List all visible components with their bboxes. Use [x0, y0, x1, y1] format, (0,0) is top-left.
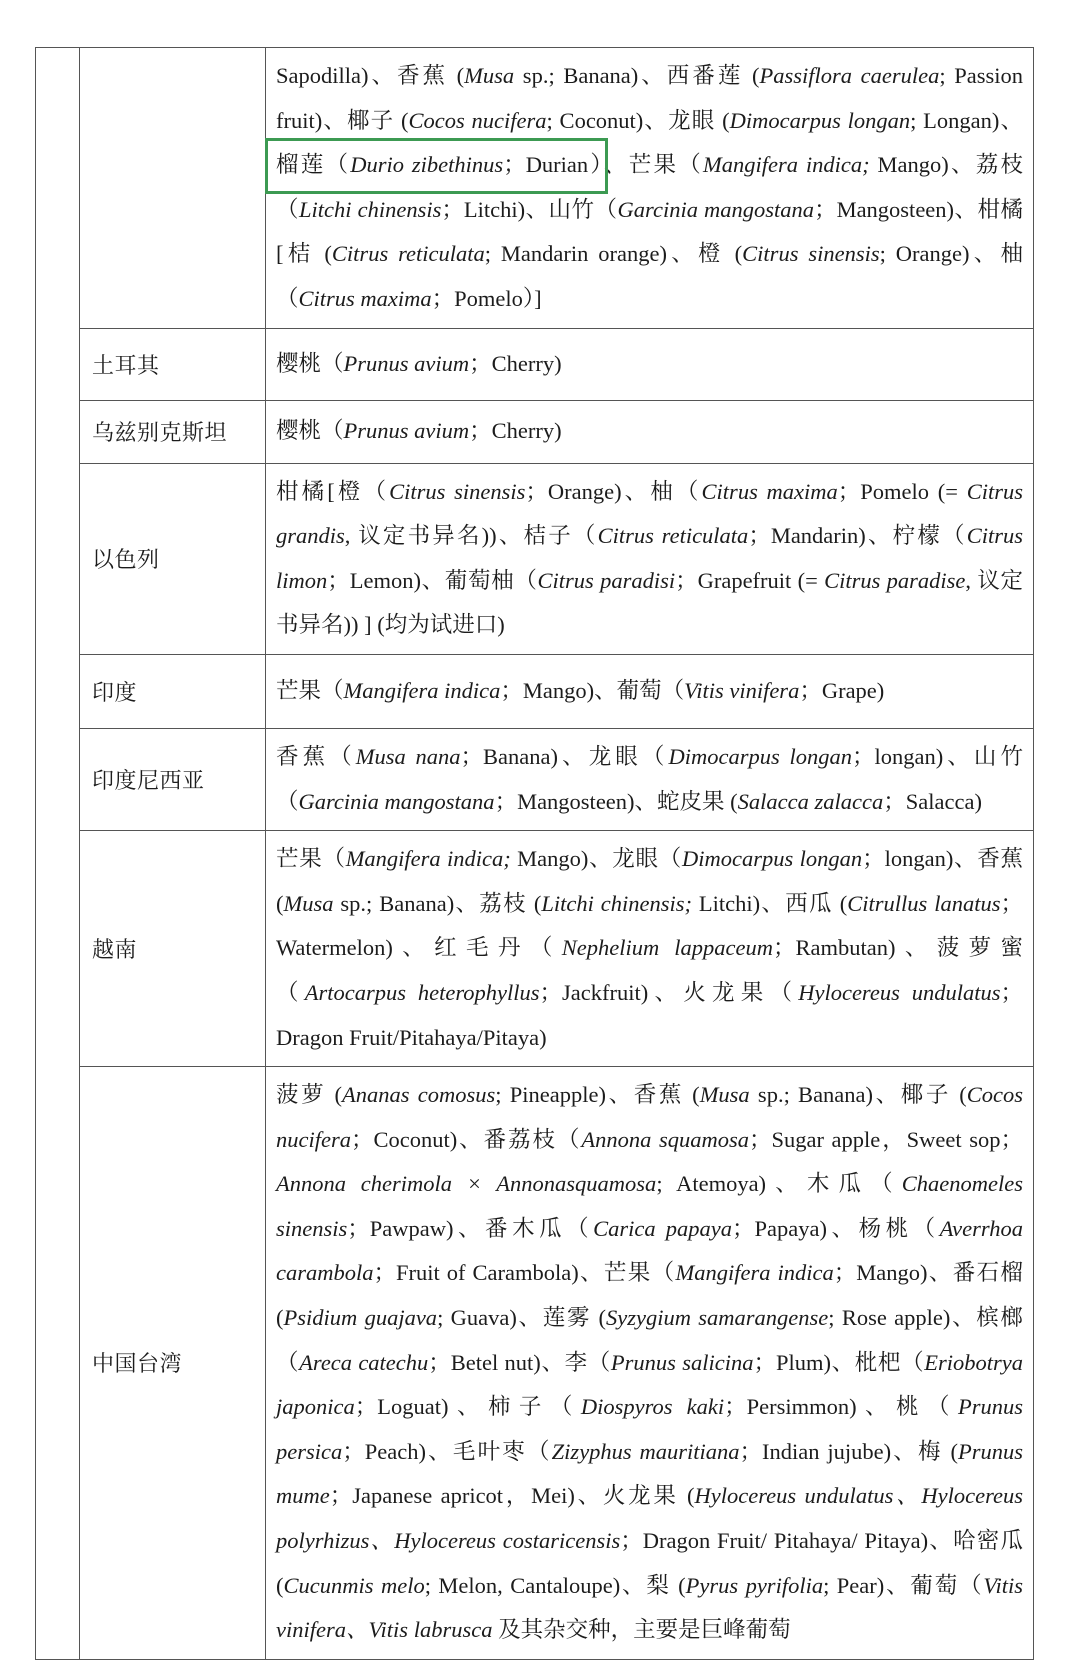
scientific-name: Annona cherimola × Annonasquamosa — [276, 1171, 657, 1197]
fruit-text: 及其杂交种，主要是巨峰葡萄 — [492, 1617, 791, 1643]
fruit-text: ；Grapefruit (= — [675, 567, 825, 593]
scientific-name: Prunus salicina — [610, 1349, 754, 1375]
fruit-text: Litchi)、西瓜 ( — [691, 890, 848, 916]
fruit-text: ；Indian jujube)、梅 ( — [739, 1438, 958, 1464]
fruit-text: ；Cherry) — [469, 418, 562, 444]
scientific-name: Prunus avium — [343, 418, 470, 444]
scientific-name: Hylocereus undulatus — [798, 979, 1001, 1005]
scientific-name: Garcinia mangostana — [298, 788, 495, 814]
scientific-name: Dimocarpus longan — [729, 107, 911, 133]
fruit-text: ；Durian）、芒果（ — [503, 152, 703, 178]
fruit-text: ；Dragon Fruit/Pitahaya/Pitaya) — [276, 979, 1023, 1050]
fruit-list-cell — [266, 1067, 1034, 1660]
fruit-text: sp.; Banana)、西番莲 ( — [514, 63, 760, 88]
fruit-list-cell — [266, 328, 1034, 400]
fruit-text: ; Orange)、柚（ — [276, 241, 1023, 311]
table-row — [36, 728, 1034, 830]
fruit-text: ；Loguat)、柿子（ — [354, 1394, 581, 1420]
scientific-name: Litchi chinensis; — [541, 890, 692, 916]
scientific-name: Artocarpus heterophyllus — [304, 979, 540, 1005]
scientific-name: Mangifera indica; — [345, 846, 511, 872]
fruit-text: ；Pomelo）] — [431, 285, 542, 311]
scientific-name: Nephelium lappaceum — [561, 935, 773, 961]
table-row — [36, 654, 1034, 728]
fruit-list-cell — [266, 654, 1034, 728]
scientific-name: Musa — [699, 1082, 750, 1108]
scientific-name: Citrus reticulata — [597, 523, 749, 549]
scientific-name: Cocos nucifera — [408, 107, 547, 133]
fruit-text: 柑橘[橙（ — [276, 478, 390, 504]
scientific-name: Diospyros kaki — [580, 1394, 725, 1420]
fruit-text: ；Japanese apricot，Mei)、火龙果 ( — [329, 1483, 695, 1509]
fruit-text: ；Mandarin)、柠檬（ — [748, 523, 967, 549]
fruit-text: ；Mangosteen)、柑橘[桔 ( — [276, 196, 1023, 267]
scientific-name: Syzygium samarangense — [605, 1305, 829, 1331]
table-row — [36, 463, 1034, 654]
fruit-text: ; Pear)、葡萄（ — [823, 1572, 984, 1598]
scientific-name: Eriobotrya japonica — [276, 1349, 1023, 1420]
fruit-text: ; Pineapple)、香蕉 ( — [495, 1082, 700, 1108]
fruit-text: ；Jackfruit)、火龙果（ — [539, 979, 799, 1005]
fruit-text: ；Pomelo (= — [837, 478, 967, 504]
table-row — [36, 1067, 1034, 1660]
fruit-text: 樱桃（ — [276, 418, 344, 444]
scientific-name: Ananas comosus — [341, 1082, 496, 1108]
country-cell: 以色列 — [80, 463, 266, 654]
table-row — [36, 328, 1034, 400]
fruit-text: , 议定书异名))、桔子（ — [344, 523, 598, 549]
scientific-name: Citrullus lanatus — [847, 890, 1001, 916]
fruit-text: 芒果（ — [276, 678, 344, 704]
fruit-text: ; Atemoya)、木瓜（ — [656, 1171, 902, 1197]
scientific-name: Citrus paradise — [824, 567, 966, 593]
scientific-name: Annona squamosa — [581, 1126, 749, 1152]
scientific-name: Citrus grandis — [276, 478, 1023, 549]
table-row — [36, 400, 1034, 463]
fruit-text: ；Watermelon)、红毛丹（ — [276, 890, 1023, 961]
scientific-name: Citrus limon — [276, 523, 1023, 593]
fruit-text: ；Mangosteen)、蛇皮果 ( — [494, 788, 738, 814]
fruit-text: ; Rose apple)、槟榔（ — [276, 1305, 1023, 1375]
fruit-text: ；Plum)、枇杷（ — [753, 1349, 925, 1375]
index-column-cell — [36, 48, 80, 1660]
scientific-name: Prunus mume — [276, 1438, 1023, 1509]
scientific-name: Musa — [464, 63, 515, 88]
scientific-name: Salacca zalacca — [737, 788, 884, 814]
fruit-text: ；Cherry) — [469, 350, 562, 376]
fruit-text: ；Dragon Fruit/ Pitahaya/ Pitaya)、哈密瓜 ( — [276, 1528, 1023, 1598]
fruit-text: ；Pawpaw)、番木瓜（ — [347, 1215, 594, 1241]
country-cell: 印度尼西亚 — [80, 728, 266, 830]
country-cell — [80, 48, 266, 329]
fruit-text: ；Sugar apple，Sweet sop； — [748, 1126, 1023, 1152]
fruit-text: ；Coconut)、番荔枝（ — [350, 1126, 582, 1152]
scientific-name: Durio zibethinus — [350, 152, 504, 178]
scientific-name: Cucunmis melo — [283, 1572, 425, 1598]
table-body — [36, 48, 1034, 1660]
scientific-name: Carica papaya — [593, 1215, 733, 1241]
scientific-name: Averrhoa carambola — [276, 1215, 1023, 1286]
scientific-name: Mangifera indica — [675, 1260, 834, 1286]
scientific-name: Hylocereus undulatus、Hylocereus polyrhizus、Hylocereus costaricensis — [276, 1483, 1023, 1554]
scientific-name: Citrus maxima — [298, 285, 432, 311]
fruit-list-cell — [266, 400, 1034, 463]
fruit-text: 芒果（ — [276, 846, 346, 872]
fruit-text: ；Rambutan)、菠萝蜜（ — [276, 935, 1024, 1005]
fruit-list-cell — [266, 831, 1034, 1067]
country-cell: 乌兹别克斯坦 — [80, 400, 266, 463]
country-cell: 印度 — [80, 654, 266, 728]
scientific-name: Mangifera indica; — [702, 152, 870, 178]
table-row — [36, 831, 1034, 1067]
country-cell: 土耳其 — [80, 328, 266, 400]
scientific-name: Prunus avium — [343, 350, 470, 376]
scientific-name: Garcinia mangostana — [617, 196, 815, 222]
fruit-text: ；Mango)、葡萄（ — [500, 678, 685, 704]
scientific-name: Musa — [283, 890, 334, 916]
fruit-text: ；Orange)、柚（ — [525, 478, 702, 504]
fruit-text: ; Melon, Cantaloupe)、梨 ( — [424, 1572, 686, 1598]
fruit-text: sp.; Banana)、荔枝 ( — [333, 890, 542, 916]
scientific-name: Areca catechu — [299, 1349, 429, 1375]
scientific-name: Psidium guajava — [283, 1305, 438, 1331]
fruit-text: ; Mandarin orange)、橙 ( — [484, 241, 743, 267]
scientific-name: Pyrus pyrifolia — [685, 1572, 824, 1598]
scientific-name: Citrus maxima — [701, 478, 838, 504]
fruit-text: 香蕉（ — [276, 743, 356, 769]
scientific-name: Vitis vinifera — [684, 678, 800, 704]
country-cell: 中国台湾 — [80, 1067, 266, 1660]
scientific-name: Dimocarpus longan — [681, 846, 863, 872]
fruit-text: Sapodilla)、香蕉 ( — [276, 63, 465, 88]
scientific-name: Dimocarpus longan — [668, 743, 852, 769]
fruit-list-cell — [266, 728, 1034, 830]
fruit-text: Mango)、荔枝（ — [276, 152, 1023, 222]
fruit-text: ；longan)、香蕉 ( — [276, 846, 1023, 916]
scientific-name: Mangifera indica — [343, 678, 501, 704]
fruit-text: ; Coconut)、龙眼 ( — [546, 107, 730, 133]
fruit-text: ; Passion fruit)、椰子 ( — [276, 63, 1024, 133]
fruit-text: ；Mango)、番石榴 ( — [276, 1260, 1023, 1331]
fruit-import-table — [35, 47, 1034, 1660]
fruit-text: ；Lemon)、葡萄柚（ — [327, 567, 538, 593]
scientific-name: Vitis vinifera、Vitis labrusca — [276, 1572, 1023, 1643]
scientific-name: Chaenomeles sinensis — [276, 1171, 1023, 1241]
fruit-list-cell — [266, 48, 1034, 329]
fruit-text: ；Litchi)、山竹（ — [441, 196, 618, 222]
scientific-name: Passiflora caerulea — [759, 63, 940, 88]
scientific-name: Litchi chinensis — [299, 196, 442, 222]
scientific-name: Zizyphus mauritiana — [551, 1438, 740, 1464]
scientific-name: Citrus sinensis — [389, 478, 526, 504]
table-row — [36, 48, 1034, 329]
scientific-name: Citrus reticulata — [331, 241, 485, 267]
fruit-text: sp.; Banana)、椰子 ( — [749, 1082, 967, 1108]
fruit-text: ; Longan)、榴莲（ — [276, 107, 1023, 178]
fruit-text: ；Grape) — [799, 678, 885, 704]
fruit-text: ；longan)、山竹（ — [276, 743, 1023, 814]
fruit-text: ；Salacca) — [883, 788, 982, 814]
scientific-name: Citrus sinensis — [742, 241, 880, 267]
fruit-text: ; Guava)、莲雾 ( — [437, 1305, 606, 1331]
fruit-text: ；Papaya)、杨桃（ — [732, 1215, 940, 1241]
fruit-text: 樱桃（ — [276, 350, 344, 376]
scientific-name: Cocos nucifera — [276, 1082, 1023, 1152]
fruit-text: , 议定书异名)) ] (均为试进口) — [276, 567, 1023, 638]
scientific-name: Musa nana — [355, 743, 461, 769]
fruit-text: ；Fruit of Carambola)、芒果（ — [373, 1260, 676, 1286]
fruit-text: ；Banana)、龙眼（ — [460, 743, 669, 769]
scientific-name: Citrus paradisi — [537, 567, 676, 593]
fruit-text: ；Peach)、毛叶枣（ — [342, 1438, 552, 1464]
scientific-name: Prunus persica — [276, 1394, 1023, 1464]
country-cell: 越南 — [80, 831, 266, 1067]
fruit-text: ；Persimmon)、桃（ — [724, 1394, 958, 1420]
fruit-list-cell — [266, 463, 1034, 654]
fruit-text: 菠萝 ( — [276, 1082, 342, 1108]
fruit-text: ；Betel nut)、李（ — [428, 1349, 611, 1375]
fruit-text: Mango)、龙眼（ — [510, 846, 682, 872]
